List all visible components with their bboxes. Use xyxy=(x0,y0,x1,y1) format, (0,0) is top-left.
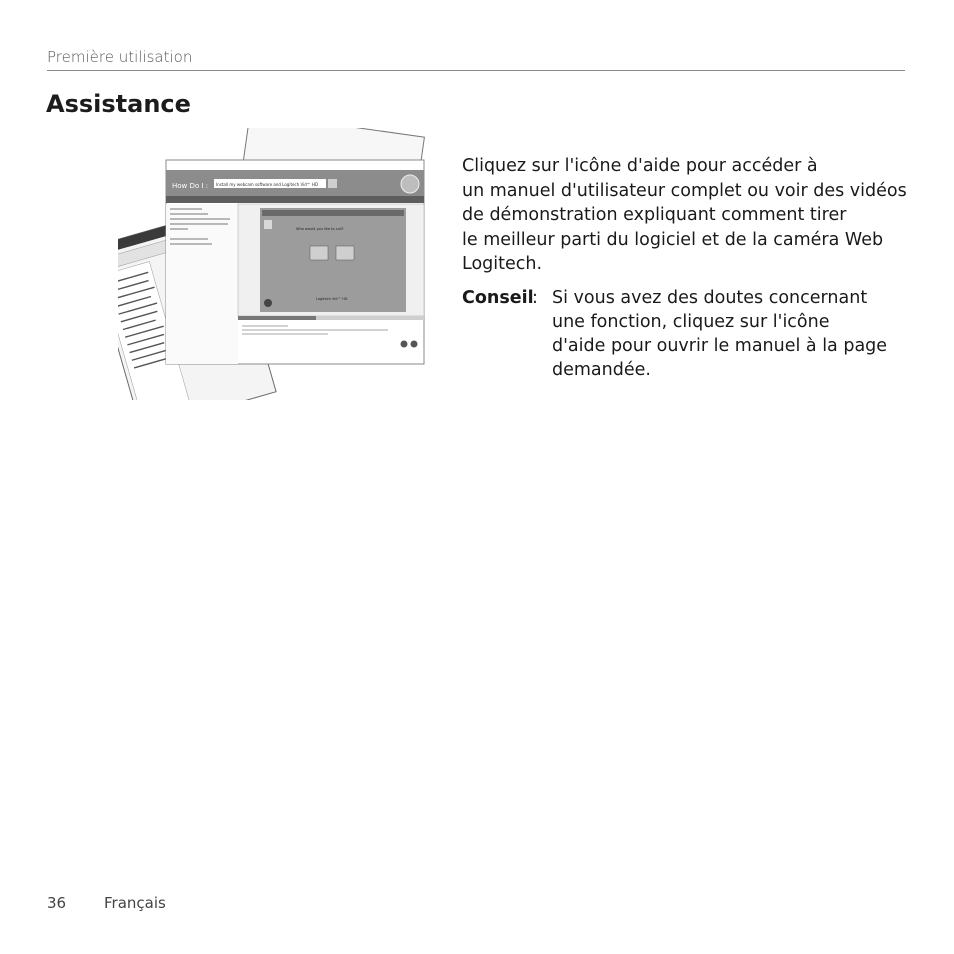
tip-line: Si vous avez des doutes concernant xyxy=(552,288,868,308)
tip-line: une fonction, cliquez sur l'icône xyxy=(552,312,830,332)
svg-text:Install my webcam software and: Install my webcam software and Logitech Vid™ HD xyxy=(216,182,319,187)
tip-line: demandée. xyxy=(552,360,651,380)
body-line: de démonstration expliquant comment tirer xyxy=(462,205,847,225)
how-do-i-label: How Do I : xyxy=(172,182,209,190)
svg-text:Who would you like to call?: Who would you like to call? xyxy=(296,227,344,231)
footer-language: Français xyxy=(104,894,166,912)
tip-body xyxy=(552,286,912,382)
how-do-i-window xyxy=(166,160,424,364)
help-window-screenshot xyxy=(118,128,428,400)
header-divider xyxy=(47,70,905,71)
page-number: 36 xyxy=(47,894,67,912)
tip-line: d'aide pour ouvrir le manuel à la page xyxy=(552,336,888,356)
svg-text:Logitech Vid™ HD: Logitech Vid™ HD xyxy=(316,297,348,301)
page-title: Assistance xyxy=(46,90,191,118)
body-paragraph xyxy=(462,154,907,277)
body-line: un manuel d'utilisateur complet ou voir des vidéos xyxy=(462,180,907,201)
body-line: Cliquez sur l'icône d'aide pour accéder à xyxy=(462,156,818,176)
tip-label: Conseil xyxy=(462,288,534,308)
tip-colon: : xyxy=(532,288,538,308)
section-header: Première utilisation xyxy=(47,48,193,66)
body-line: Logitech. xyxy=(462,254,543,274)
body-line: le meilleur parti du logiciel et de la caméra Web xyxy=(462,229,884,250)
